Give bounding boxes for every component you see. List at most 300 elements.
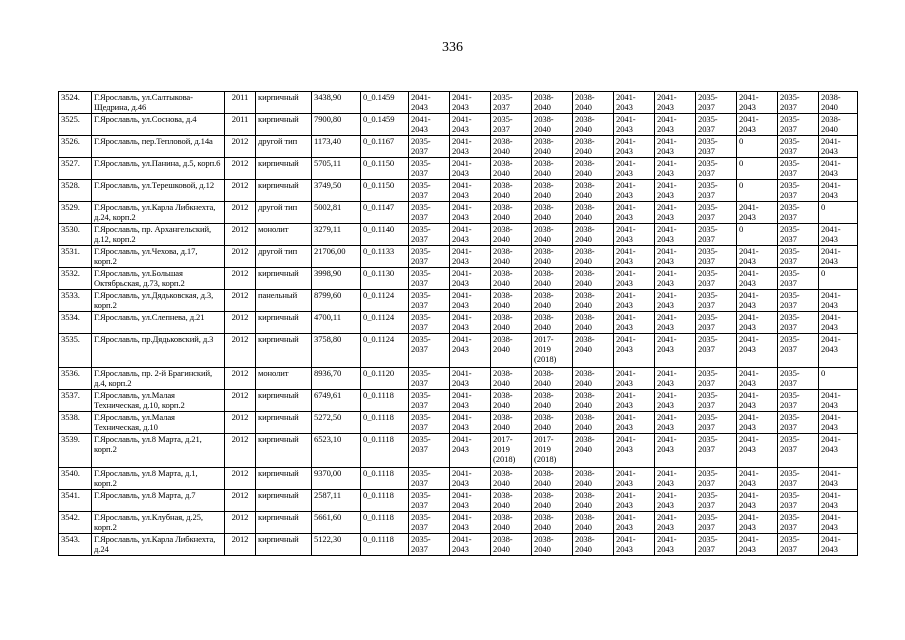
period-cell: 2041-2043 xyxy=(655,334,696,368)
period-cell: 2035-2037 xyxy=(409,290,450,312)
period-cell: 2035-2037 xyxy=(778,534,819,556)
ratio-cell: 0_0.1124 xyxy=(361,312,409,334)
material-cell: кирпичный xyxy=(256,114,312,136)
ratio-cell: 0_0.1124 xyxy=(361,290,409,312)
material-cell: кирпичный xyxy=(256,534,312,556)
period-cell: 2041-2043 xyxy=(614,158,655,180)
period-cell: 2041-2043 xyxy=(655,224,696,246)
period-cell: 2035-2037 xyxy=(409,312,450,334)
period-cell: 2038-2040 xyxy=(573,312,614,334)
period-cell: 2035-2037 xyxy=(409,334,450,368)
address-cell: Г.Ярославль, ул.Клубная, д.25, корп.2 xyxy=(92,512,225,534)
period-cell: 2041-2043 xyxy=(819,534,858,556)
table-row xyxy=(59,334,858,368)
period-cell: 2038-2040 xyxy=(819,114,858,136)
period-cell: 2041-2043 xyxy=(614,312,655,334)
period-cell: 2035-2037 xyxy=(696,180,737,202)
row-number-cell: 3531. xyxy=(59,246,92,268)
period-cell: 2035-2037 xyxy=(778,390,819,412)
period-cell: 2035-2037 xyxy=(778,490,819,512)
material-cell: другой тип xyxy=(256,246,312,268)
period-cell: 2041-2043 xyxy=(655,468,696,490)
row-number-cell: 3543. xyxy=(59,534,92,556)
table-row xyxy=(59,468,858,490)
table-row xyxy=(59,534,858,556)
period-cell: 2041-2043 xyxy=(819,412,858,434)
period-cell: 2038-2040 xyxy=(573,368,614,390)
table-row xyxy=(59,312,858,334)
period-cell: 2041-2043 xyxy=(450,92,491,114)
table-row xyxy=(59,202,858,224)
row-number-cell: 3540. xyxy=(59,468,92,490)
period-cell: 2041-2043 xyxy=(737,368,778,390)
period-cell: 2041-2043 xyxy=(655,136,696,158)
period-cell: 2041-2043 xyxy=(737,92,778,114)
period-cell: 2041-2043 xyxy=(450,136,491,158)
period-cell: 2041-2043 xyxy=(614,290,655,312)
period-cell: 2017-2019 (2018) xyxy=(491,434,532,468)
period-cell: 2038-2040 xyxy=(491,512,532,534)
period-cell: 2035-2037 xyxy=(696,92,737,114)
material-cell: кирпичный xyxy=(256,180,312,202)
period-cell: 2035-2037 xyxy=(409,180,450,202)
period-cell: 2038-2040 xyxy=(573,202,614,224)
material-cell: кирпичный xyxy=(256,390,312,412)
period-cell: 2035-2037 xyxy=(778,312,819,334)
area-cell: 8936,70 xyxy=(312,368,361,390)
period-cell: 2038-2040 xyxy=(819,92,858,114)
period-cell: 2035-2037 xyxy=(778,268,819,290)
year-cell: 2011 xyxy=(225,114,256,136)
row-number-cell: 3527. xyxy=(59,158,92,180)
period-cell: 2017-2019 (2018) xyxy=(532,334,573,368)
address-cell: Г.Ярославль, ул.Терешковой, д.12 xyxy=(92,180,225,202)
ratio-cell: 0_0.1140 xyxy=(361,224,409,246)
period-cell: 2041-2043 xyxy=(450,368,491,390)
material-cell: другой тип xyxy=(256,136,312,158)
period-cell: 2041-2043 xyxy=(450,268,491,290)
period-cell: 2041-2043 xyxy=(655,268,696,290)
period-cell: 2041-2043 xyxy=(819,180,858,202)
year-cell: 2012 xyxy=(225,290,256,312)
period-cell: 2035-2037 xyxy=(778,136,819,158)
period-cell: 2035-2037 xyxy=(778,158,819,180)
period-cell: 2035-2037 xyxy=(778,224,819,246)
period-cell: 2041-2043 xyxy=(450,468,491,490)
period-cell: 2038-2040 xyxy=(491,334,532,368)
period-cell: 2041-2043 xyxy=(655,368,696,390)
period-cell: 2041-2043 xyxy=(819,246,858,268)
period-cell: 2041-2043 xyxy=(819,290,858,312)
material-cell: кирпичный xyxy=(256,490,312,512)
period-cell: 2035-2037 xyxy=(696,312,737,334)
period-cell: 2035-2037 xyxy=(409,512,450,534)
period-cell: 2041-2043 xyxy=(450,180,491,202)
page-number: 336 xyxy=(442,40,463,55)
table-row xyxy=(59,268,858,290)
ratio-cell: 0_0.1120 xyxy=(361,368,409,390)
period-cell: 2038-2040 xyxy=(573,92,614,114)
period-cell: 0 xyxy=(819,268,858,290)
row-number-cell: 3536. xyxy=(59,368,92,390)
period-cell: 2041-2043 xyxy=(450,202,491,224)
period-cell: 2041-2043 xyxy=(737,246,778,268)
row-number-cell: 3539. xyxy=(59,434,92,468)
period-cell: 2041-2043 xyxy=(819,512,858,534)
period-cell: 2038-2040 xyxy=(491,312,532,334)
period-cell: 2038-2040 xyxy=(573,136,614,158)
address-cell: Г.Ярославль, ул.Карла Либкнехта, д.24, корп.2 xyxy=(92,202,225,224)
period-cell: 2038-2040 xyxy=(532,468,573,490)
year-cell: 2012 xyxy=(225,412,256,434)
ratio-cell: 0_0.1150 xyxy=(361,158,409,180)
area-cell: 6749,61 xyxy=(312,390,361,412)
row-number-cell: 3524. xyxy=(59,92,92,114)
row-number-cell: 3542. xyxy=(59,512,92,534)
period-cell: 2038-2040 xyxy=(532,412,573,434)
period-cell: 2038-2040 xyxy=(491,158,532,180)
period-cell: 2041-2043 xyxy=(614,412,655,434)
period-cell: 2035-2037 xyxy=(696,534,737,556)
period-cell: 2041-2043 xyxy=(737,202,778,224)
period-cell: 2041-2043 xyxy=(737,312,778,334)
period-cell: 2038-2040 xyxy=(532,290,573,312)
period-cell: 2035-2037 xyxy=(696,390,737,412)
period-cell: 2041-2043 xyxy=(655,412,696,434)
address-cell: Г.Ярославль, ул.Дядьковская, д.3, корп.2 xyxy=(92,290,225,312)
period-cell: 2035-2037 xyxy=(778,180,819,202)
period-cell: 2038-2040 xyxy=(573,534,614,556)
period-cell: 2038-2040 xyxy=(573,290,614,312)
address-cell: Г.Ярославль, ул.Малая Техническая, д.10 xyxy=(92,412,225,434)
period-cell: 2035-2037 xyxy=(409,368,450,390)
period-cell: 2035-2037 xyxy=(409,158,450,180)
row-number-cell: 3533. xyxy=(59,290,92,312)
period-cell: 2035-2037 xyxy=(696,334,737,368)
material-cell: кирпичный xyxy=(256,268,312,290)
material-cell: монолит xyxy=(256,368,312,390)
period-cell: 2035-2037 xyxy=(778,412,819,434)
period-cell: 2038-2040 xyxy=(532,512,573,534)
period-cell: 2041-2043 xyxy=(655,290,696,312)
period-cell: 2038-2040 xyxy=(532,224,573,246)
year-cell: 2012 xyxy=(225,512,256,534)
period-cell: 2041-2043 xyxy=(737,512,778,534)
period-cell: 2035-2037 xyxy=(409,136,450,158)
address-cell: Г.Ярославль, пр. 2-й Брагинский, д.4, корп.2 xyxy=(92,368,225,390)
period-cell: 2041-2043 xyxy=(614,534,655,556)
period-cell: 2041-2043 xyxy=(409,114,450,136)
period-cell: 2041-2043 xyxy=(614,490,655,512)
period-cell: 2038-2040 xyxy=(532,180,573,202)
period-cell: 2035-2037 xyxy=(491,92,532,114)
period-cell: 2035-2037 xyxy=(409,534,450,556)
ratio-cell: 0_0.1118 xyxy=(361,512,409,534)
period-cell: 2038-2040 xyxy=(573,334,614,368)
table-row xyxy=(59,434,858,468)
row-number-cell: 3534. xyxy=(59,312,92,334)
period-cell: 2038-2040 xyxy=(491,468,532,490)
period-cell: 2038-2040 xyxy=(491,246,532,268)
year-cell: 2012 xyxy=(225,534,256,556)
period-cell: 2038-2040 xyxy=(491,412,532,434)
period-cell: 2035-2037 xyxy=(409,412,450,434)
housing-table xyxy=(58,91,858,556)
period-cell: 2038-2040 xyxy=(573,180,614,202)
address-cell: Г.Ярославль, ул.8 Марта, д.7 xyxy=(92,490,225,512)
material-cell: кирпичный xyxy=(256,312,312,334)
row-number-cell: 3532. xyxy=(59,268,92,290)
area-cell: 3438,90 xyxy=(312,92,361,114)
table-row xyxy=(59,490,858,512)
period-cell: 2041-2043 xyxy=(614,268,655,290)
period-cell: 0 xyxy=(737,180,778,202)
row-number-cell: 3529. xyxy=(59,202,92,224)
period-cell: 2035-2037 xyxy=(778,334,819,368)
period-cell: 2041-2043 xyxy=(614,434,655,468)
period-cell: 2041-2043 xyxy=(450,290,491,312)
period-cell: 2035-2037 xyxy=(696,434,737,468)
period-cell: 2038-2040 xyxy=(491,136,532,158)
address-cell: Г.Ярославль, ул.Салтыкова-Щедрина, д.46 xyxy=(92,92,225,114)
area-cell: 1173,40 xyxy=(312,136,361,158)
period-cell: 2038-2040 xyxy=(573,224,614,246)
table-row xyxy=(59,412,858,434)
period-cell: 2041-2043 xyxy=(819,158,858,180)
table-body xyxy=(59,92,858,556)
period-cell: 2038-2040 xyxy=(532,92,573,114)
period-cell: 2041-2043 xyxy=(450,512,491,534)
address-cell: Г.Ярославль, ул.Малая Техническая, д.10, корп.2 xyxy=(92,390,225,412)
period-cell: 0 xyxy=(819,368,858,390)
period-cell: 2041-2043 xyxy=(819,468,858,490)
period-cell: 2035-2037 xyxy=(696,468,737,490)
period-cell: 2041-2043 xyxy=(614,390,655,412)
period-cell: 2035-2037 xyxy=(778,92,819,114)
year-cell: 2012 xyxy=(225,312,256,334)
period-cell: 2038-2040 xyxy=(573,246,614,268)
period-cell: 2041-2043 xyxy=(655,202,696,224)
period-cell: 2038-2040 xyxy=(491,202,532,224)
period-cell: 2041-2043 xyxy=(737,534,778,556)
address-cell: Г.Ярославль, ул.Соснова, д.4 xyxy=(92,114,225,136)
year-cell: 2012 xyxy=(225,390,256,412)
material-cell: кирпичный xyxy=(256,412,312,434)
period-cell: 2041-2043 xyxy=(655,158,696,180)
ratio-cell: 0_0.1118 xyxy=(361,412,409,434)
period-cell: 2035-2037 xyxy=(778,114,819,136)
period-cell: 2041-2043 xyxy=(737,334,778,368)
material-cell: кирпичный xyxy=(256,468,312,490)
period-cell: 2017-2019 (2018) xyxy=(532,434,573,468)
period-cell: 2035-2037 xyxy=(696,202,737,224)
year-cell: 2012 xyxy=(225,490,256,512)
period-cell: 2041-2043 xyxy=(450,334,491,368)
period-cell: 2035-2037 xyxy=(409,490,450,512)
period-cell: 2035-2037 xyxy=(696,268,737,290)
area-cell: 5705,11 xyxy=(312,158,361,180)
period-cell: 2041-2043 xyxy=(614,224,655,246)
ratio-cell: 0_0.1147 xyxy=(361,202,409,224)
period-cell: 2038-2040 xyxy=(532,202,573,224)
period-cell: 2041-2043 xyxy=(450,312,491,334)
area-cell: 5002,81 xyxy=(312,202,361,224)
period-cell: 2038-2040 xyxy=(532,136,573,158)
period-cell: 2038-2040 xyxy=(532,490,573,512)
period-cell: 2038-2040 xyxy=(491,268,532,290)
address-cell: Г.Ярославль, ул.8 Марта, д.1, корп.2 xyxy=(92,468,225,490)
period-cell: 2035-2037 xyxy=(409,246,450,268)
period-cell: 2041-2043 xyxy=(450,158,491,180)
period-cell: 2041-2043 xyxy=(655,512,696,534)
material-cell: кирпичный xyxy=(256,158,312,180)
period-cell: 2041-2043 xyxy=(819,490,858,512)
period-cell: 2038-2040 xyxy=(532,246,573,268)
ratio-cell: 0_0.1118 xyxy=(361,534,409,556)
row-number-cell: 3541. xyxy=(59,490,92,512)
table-row xyxy=(59,180,858,202)
period-cell: 2038-2040 xyxy=(573,468,614,490)
table-row xyxy=(59,158,858,180)
area-cell: 5272,50 xyxy=(312,412,361,434)
period-cell: 0 xyxy=(737,224,778,246)
ratio-cell: 0_0.1118 xyxy=(361,490,409,512)
ratio-cell: 0_0.1118 xyxy=(361,468,409,490)
area-cell: 4700,11 xyxy=(312,312,361,334)
period-cell: 2035-2037 xyxy=(409,434,450,468)
year-cell: 2012 xyxy=(225,136,256,158)
area-cell: 2587,11 xyxy=(312,490,361,512)
table-row xyxy=(59,224,858,246)
period-cell: 2038-2040 xyxy=(491,534,532,556)
period-cell: 2035-2037 xyxy=(696,490,737,512)
year-cell: 2012 xyxy=(225,158,256,180)
ratio-cell: 0_0.1133 xyxy=(361,246,409,268)
period-cell: 2041-2043 xyxy=(737,434,778,468)
period-cell: 2035-2037 xyxy=(778,290,819,312)
period-cell: 2038-2040 xyxy=(491,290,532,312)
period-cell: 2038-2040 xyxy=(491,224,532,246)
table-row xyxy=(59,390,858,412)
table-row xyxy=(59,246,858,268)
period-cell: 2041-2043 xyxy=(655,534,696,556)
period-cell: 2041-2043 xyxy=(737,290,778,312)
period-cell: 2041-2043 xyxy=(450,246,491,268)
period-cell: 0 xyxy=(737,136,778,158)
address-cell: Г.Ярославль, ул.Панина, д.5, корп.6 xyxy=(92,158,225,180)
address-cell: Г.Ярославль, пр.Дядьковский, д.3 xyxy=(92,334,225,368)
material-cell: монолит xyxy=(256,224,312,246)
period-cell: 2041-2043 xyxy=(450,390,491,412)
period-cell: 2041-2043 xyxy=(819,390,858,412)
period-cell: 2038-2040 xyxy=(573,114,614,136)
area-cell: 8799,60 xyxy=(312,290,361,312)
year-cell: 2012 xyxy=(225,368,256,390)
period-cell: 2035-2037 xyxy=(778,468,819,490)
period-cell: 2041-2043 xyxy=(614,136,655,158)
period-cell: 2041-2043 xyxy=(819,312,858,334)
period-cell: 2038-2040 xyxy=(573,158,614,180)
ratio-cell: 0_0.1150 xyxy=(361,180,409,202)
table-row xyxy=(59,368,858,390)
year-cell: 2012 xyxy=(225,202,256,224)
area-cell: 3998,90 xyxy=(312,268,361,290)
period-cell: 2038-2040 xyxy=(573,412,614,434)
period-cell: 2041-2043 xyxy=(450,114,491,136)
address-cell: Г.Ярославль, ул.Слепнева, д.21 xyxy=(92,312,225,334)
period-cell: 2041-2043 xyxy=(409,92,450,114)
period-cell: 2041-2043 xyxy=(655,92,696,114)
material-cell: другой тип xyxy=(256,202,312,224)
ratio-cell: 0_0.1124 xyxy=(361,334,409,368)
period-cell: 2041-2043 xyxy=(614,368,655,390)
ratio-cell: 0_0.1118 xyxy=(361,390,409,412)
period-cell: 2041-2043 xyxy=(450,434,491,468)
address-cell: Г.Ярославль, ул.Чехова, д.17, корп.2 xyxy=(92,246,225,268)
row-number-cell: 3537. xyxy=(59,390,92,412)
period-cell: 2041-2043 xyxy=(614,180,655,202)
period-cell: 2038-2040 xyxy=(532,268,573,290)
period-cell: 2035-2037 xyxy=(696,512,737,534)
area-cell: 7900,80 xyxy=(312,114,361,136)
year-cell: 2012 xyxy=(225,268,256,290)
year-cell: 2012 xyxy=(225,334,256,368)
address-cell: Г.Ярославль, пр. Архангельский, д.12, корп.2 xyxy=(92,224,225,246)
row-number-cell: 3528. xyxy=(59,180,92,202)
period-cell: 2041-2043 xyxy=(655,490,696,512)
area-cell: 5122,30 xyxy=(312,534,361,556)
period-cell: 2041-2043 xyxy=(655,434,696,468)
period-cell: 2041-2043 xyxy=(655,180,696,202)
area-cell: 6523,10 xyxy=(312,434,361,468)
period-cell: 2038-2040 xyxy=(573,512,614,534)
period-cell: 2041-2043 xyxy=(614,202,655,224)
period-cell: 2035-2037 xyxy=(409,468,450,490)
period-cell: 2038-2040 xyxy=(532,368,573,390)
period-cell: 2038-2040 xyxy=(573,390,614,412)
address-cell: Г.Ярославль, ул.8 Марта, д.21, корп.2 xyxy=(92,434,225,468)
year-cell: 2012 xyxy=(225,180,256,202)
period-cell: 2038-2040 xyxy=(491,180,532,202)
table-row xyxy=(59,512,858,534)
period-cell: 2038-2040 xyxy=(573,434,614,468)
row-number-cell: 3538. xyxy=(59,412,92,434)
period-cell: 2035-2037 xyxy=(696,158,737,180)
area-cell: 3749,50 xyxy=(312,180,361,202)
period-cell: 2038-2040 xyxy=(532,390,573,412)
period-cell: 2035-2037 xyxy=(778,368,819,390)
period-cell: 2035-2037 xyxy=(696,224,737,246)
period-cell: 2035-2037 xyxy=(778,512,819,534)
period-cell: 2041-2043 xyxy=(450,412,491,434)
row-number-cell: 3535. xyxy=(59,334,92,368)
period-cell: 2041-2043 xyxy=(450,534,491,556)
period-cell: 2035-2037 xyxy=(696,136,737,158)
period-cell: 2041-2043 xyxy=(614,92,655,114)
area-cell: 9370,00 xyxy=(312,468,361,490)
period-cell: 2041-2043 xyxy=(737,412,778,434)
material-cell: кирпичный xyxy=(256,434,312,468)
address-cell: Г.Ярославль, ул.Большая Октябрьская, д.73, корп.2 xyxy=(92,268,225,290)
address-cell: Г.Ярославль, пер.Тепловой, д.14а xyxy=(92,136,225,158)
period-cell: 2041-2043 xyxy=(737,490,778,512)
period-cell: 2035-2037 xyxy=(696,290,737,312)
address-cell: Г.Ярославль, ул.Карла Либкнехта, д.24 xyxy=(92,534,225,556)
period-cell: 2038-2040 xyxy=(491,490,532,512)
period-cell: 0 xyxy=(819,202,858,224)
period-cell: 2041-2043 xyxy=(737,268,778,290)
period-cell: 2035-2037 xyxy=(696,246,737,268)
